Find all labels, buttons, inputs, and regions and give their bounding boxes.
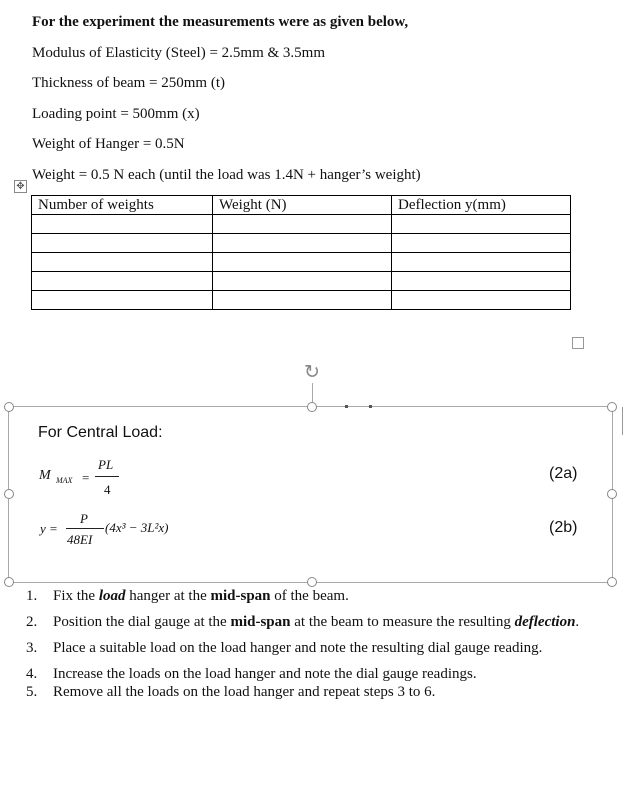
eq1-fraction-bar bbox=[95, 476, 119, 477]
thickness-text: Thickness of beam = 250mm (t) bbox=[32, 75, 226, 91]
step-number: 3. bbox=[26, 640, 38, 656]
table-cell[interactable] bbox=[392, 234, 571, 253]
table-row bbox=[32, 215, 571, 234]
step-text: at the beam to measure the resulting bbox=[290, 614, 515, 630]
table-cell[interactable] bbox=[392, 272, 571, 291]
measurement-table bbox=[31, 195, 571, 310]
step-text: of the beam. bbox=[270, 588, 349, 604]
step-emphasis: deflection bbox=[514, 614, 576, 630]
eq1-denominator: 4 bbox=[104, 482, 111, 497]
step-number: 5. bbox=[26, 684, 38, 700]
table-cell[interactable] bbox=[213, 291, 392, 310]
resize-handle-top-left[interactable] bbox=[4, 402, 14, 412]
step-text: Increase the loads on the load hanger and note the dial gauge readings. bbox=[53, 666, 477, 682]
eq1-subscript: MAX bbox=[56, 476, 73, 485]
header-number-of-weights: Number of weights bbox=[32, 196, 213, 215]
modulus-text: Modulus of Elasticity (Steel) = 2.5mm & 3.5mm bbox=[32, 45, 326, 61]
loading-point-text: Loading point = 500mm (x) bbox=[32, 106, 200, 122]
table-row bbox=[32, 253, 571, 272]
list-item bbox=[26, 588, 616, 605]
step-text: hanger at the bbox=[125, 588, 211, 604]
step-number: 2. bbox=[26, 614, 38, 630]
resize-handle-left[interactable] bbox=[4, 489, 14, 499]
table-cell[interactable] bbox=[32, 215, 213, 234]
eq1-label: (2a) bbox=[549, 465, 578, 482]
resize-handle-top-right[interactable] bbox=[607, 402, 617, 412]
table-cell[interactable] bbox=[32, 291, 213, 310]
eq2-expression: (4x³ − 3L²x) bbox=[105, 520, 169, 535]
table-cell[interactable] bbox=[392, 291, 571, 310]
step-text: Place a suitable load on the load hanger and note the resulting dial gauge reading. bbox=[53, 640, 543, 656]
header-weight: Weight (N) bbox=[213, 196, 392, 215]
text-cursor bbox=[622, 407, 623, 435]
eq1-equals: = bbox=[82, 470, 90, 485]
dot-marker bbox=[369, 405, 372, 408]
eq2-label: (2b) bbox=[549, 519, 578, 536]
resize-handle-bottom[interactable] bbox=[307, 577, 317, 587]
eq1-lhs: M bbox=[39, 468, 51, 483]
weight-each-text: Weight = 0.5 N each (until the load was 1.4N + hanger’s weight) bbox=[32, 167, 421, 183]
eq2-numerator: P bbox=[80, 511, 88, 526]
step-text: Remove all the loads on the load hanger and repeat steps 3 to 6. bbox=[53, 684, 436, 700]
table-cell[interactable] bbox=[213, 215, 392, 234]
table-cell[interactable] bbox=[213, 253, 392, 272]
table-cell[interactable] bbox=[392, 215, 571, 234]
rotate-handle-icon[interactable]: ↻ bbox=[304, 361, 320, 383]
step-text: . bbox=[575, 614, 580, 630]
table-resize-handle[interactable] bbox=[572, 337, 584, 349]
step-emphasis: mid-span bbox=[210, 588, 271, 604]
table-cell[interactable] bbox=[32, 253, 213, 272]
step-number: 1. bbox=[26, 588, 38, 604]
list-item bbox=[26, 640, 616, 657]
step-text: Fix the bbox=[53, 588, 99, 604]
table-row bbox=[32, 291, 571, 310]
step-emphasis: mid-span bbox=[230, 614, 291, 630]
step-emphasis: load bbox=[98, 588, 126, 604]
equation-title: For Central Load: bbox=[38, 424, 163, 441]
eq2-lhs: y = bbox=[40, 521, 58, 536]
table-header-row bbox=[32, 196, 571, 215]
step-text: Position the dial gauge at the bbox=[53, 614, 231, 630]
eq2-fraction-bar bbox=[66, 528, 104, 529]
resize-handle-top[interactable] bbox=[307, 402, 317, 412]
hanger-weight-text: Weight of Hanger = 0.5N bbox=[32, 136, 185, 152]
table-move-handle-icon[interactable]: ✥ bbox=[14, 180, 27, 193]
list-item bbox=[26, 614, 616, 631]
table-cell[interactable] bbox=[213, 272, 392, 291]
list-item bbox=[26, 666, 616, 683]
resize-handle-bottom-right[interactable] bbox=[607, 577, 617, 587]
eq1-numerator: PL bbox=[98, 457, 114, 472]
list-item bbox=[26, 684, 616, 701]
table-cell[interactable] bbox=[213, 234, 392, 253]
table-cell[interactable] bbox=[32, 234, 213, 253]
header-deflection: Deflection y(mm) bbox=[392, 196, 571, 215]
table-cell[interactable] bbox=[32, 272, 213, 291]
table-cell[interactable] bbox=[392, 253, 571, 272]
table-row bbox=[32, 272, 571, 291]
dot-marker bbox=[345, 405, 348, 408]
intro-heading: For the experiment the measurements were as given below, bbox=[32, 14, 409, 30]
eq2-denominator: 48EI bbox=[67, 532, 93, 547]
procedure-list bbox=[26, 588, 616, 701]
resize-handle-right[interactable] bbox=[607, 489, 617, 499]
table-row bbox=[32, 234, 571, 253]
step-number: 4. bbox=[26, 666, 38, 682]
resize-handle-bottom-left[interactable] bbox=[4, 577, 14, 587]
